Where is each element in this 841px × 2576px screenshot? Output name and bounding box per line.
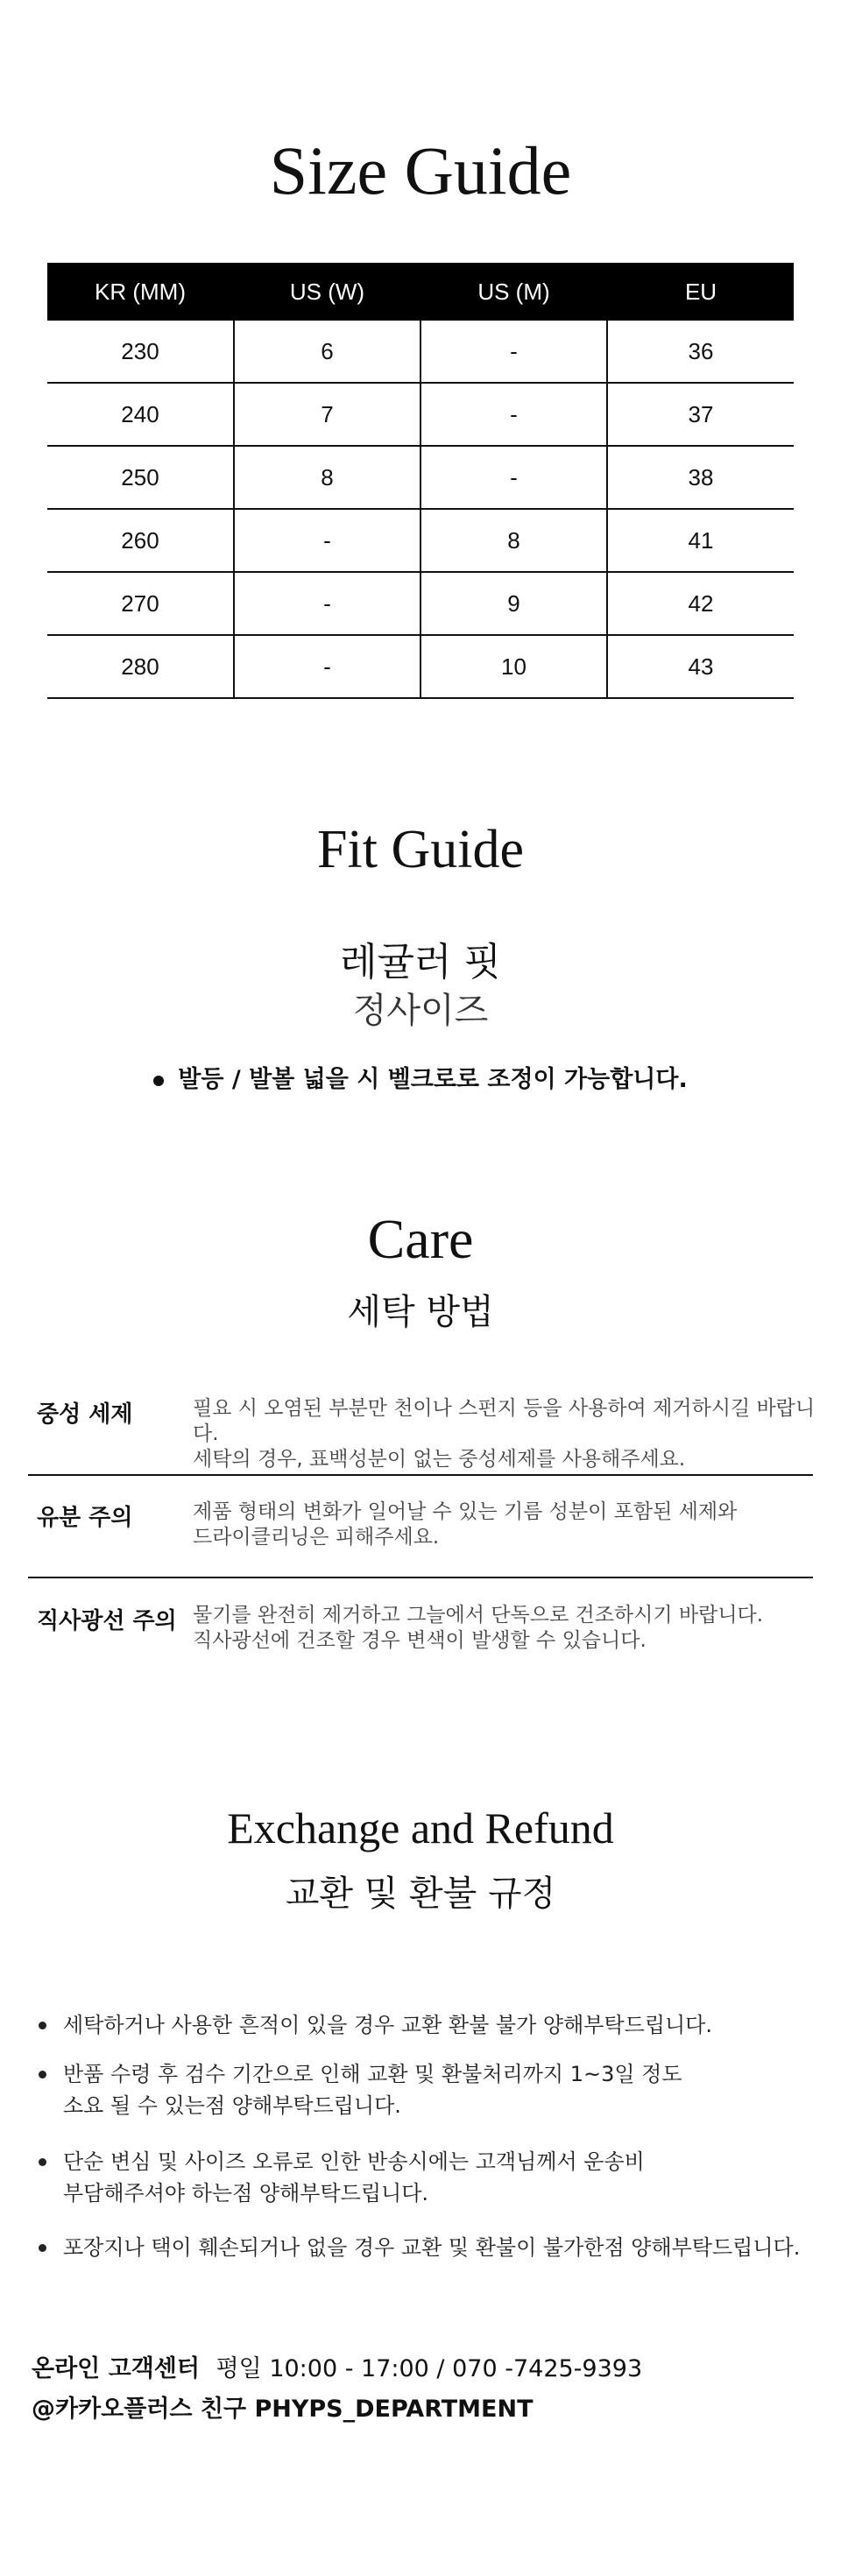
cell-eu: 37	[607, 383, 794, 446]
bullet-icon	[153, 1076, 164, 1086]
bullet-icon	[39, 2071, 46, 2078]
care-text	[193, 1603, 823, 1654]
care-label: 유분 주의	[37, 1505, 133, 1531]
care-text-line: 드라이클리닝은 피해주세요.	[193, 1526, 440, 1549]
header-kr: KR (MM)	[47, 263, 234, 321]
bullet-icon	[39, 2244, 46, 2252]
cell-kr: 240	[47, 383, 234, 446]
list-item-line: 반품 수령 후 검수 기간으로 인해 교환 및 환불처리까지 1~3일 정도	[63, 2062, 682, 2086]
size-table	[47, 263, 794, 699]
list-item-line: 부담해주셔야 하는점 양해부탁드립니다.	[63, 2181, 429, 2205]
cell-us-m: 9	[420, 572, 607, 635]
list-item	[35, 2232, 806, 2267]
header-eu: EU	[607, 263, 794, 321]
cell-us-w: -	[234, 509, 420, 572]
header-us-m: US (M)	[420, 263, 607, 321]
exchange-title: Exchange and Refund	[227, 1803, 614, 1853]
cell-eu: 38	[607, 446, 794, 509]
cell-us-m: -	[420, 446, 607, 509]
cell-kr: 270	[47, 572, 234, 635]
fit-type: 레귤러 핏	[339, 940, 501, 985]
divider	[28, 1577, 813, 1578]
care-text	[193, 1396, 823, 1472]
header-us-w: US (W)	[234, 263, 420, 321]
fit-size: 정사이즈	[352, 991, 489, 1031]
cell-eu: 36	[607, 321, 794, 383]
care-item	[28, 1393, 816, 1471]
cell-us-m: -	[420, 383, 607, 446]
cell-eu: 42	[607, 572, 794, 635]
cell-kr: 280	[47, 635, 234, 698]
list-item	[35, 2146, 806, 2216]
table-row	[47, 383, 794, 446]
care-item	[28, 1599, 813, 1669]
care-label: 직사광선 주의	[37, 1608, 177, 1634]
cell-kr: 230	[47, 321, 234, 383]
list-item	[35, 2009, 806, 2044]
cell-kr: 260	[47, 509, 234, 572]
exchange-subtitle: 교환 및 환불 규정	[285, 1874, 556, 1914]
divider	[28, 1474, 813, 1476]
list-item-line: 단순 변심 및 사이즈 오류로 인한 반송시에는 고객님께서 운송비	[63, 2149, 645, 2174]
care-text-line: 직사광선에 건조할 경우 변색이 발생할 수 있습니다.	[193, 1629, 647, 1652]
care-text-line: 세탁의 경우, 표백성분이 없는 중성세제를 사용해주세요.	[193, 1448, 686, 1471]
list-item-text	[63, 2232, 808, 2263]
list-item-line: 소요 될 수 있는점 양해부탁드립니다.	[63, 2093, 401, 2118]
care-text-line: 필요 시 오염된 부분만 천이나 스펀지 등을 사용하여 제거하시길 바랍니다.	[193, 1397, 816, 1445]
cell-us-w: -	[234, 572, 420, 635]
customer-center-hours: 평일 10:00 - 17:00 / 070 -7425-9393	[216, 2355, 643, 2382]
customer-center	[32, 2349, 642, 2383]
cell-us-w: 6	[234, 321, 420, 383]
bullet-icon	[39, 2022, 46, 2029]
table-row	[47, 446, 794, 509]
fit-note-text: 발등 / 발볼 넓을 시 벨크로로 조정이 가능합니다.	[178, 1066, 688, 1093]
cell-us-m: -	[420, 321, 607, 383]
list-item	[35, 2058, 806, 2128]
cell-us-w: -	[234, 635, 420, 698]
fit-note	[0, 1060, 841, 1094]
care-subtitle: 세탁 방법	[347, 1292, 494, 1332]
cell-us-m: 10	[420, 635, 607, 698]
list-item-text	[63, 2009, 808, 2041]
cell-eu: 43	[607, 635, 794, 698]
fit-guide-title: Fit Guide	[317, 820, 524, 879]
care-text-line: 물기를 완전히 제거하고 그늘에서 단독으로 건조하시기 바랍니다.	[193, 1604, 764, 1627]
care-item	[28, 1496, 813, 1566]
customer-center-label: 온라인 고객센터	[32, 2355, 200, 2382]
table-row	[47, 509, 794, 572]
list-item-text	[63, 2058, 808, 2121]
bullet-icon	[39, 2158, 46, 2166]
cell-kr: 250	[47, 446, 234, 509]
table-row	[47, 572, 794, 635]
list-item-text	[63, 2146, 808, 2209]
care-text	[193, 1500, 823, 1550]
list-item-line: 세탁하거나 사용한 흔적이 있을 경우 교환 환불 불가 양해부탁드립니다.	[63, 2013, 712, 2037]
table-row	[47, 321, 794, 383]
size-table-header-row	[47, 263, 794, 321]
care-title: Care	[367, 1208, 474, 1270]
kakao-channel: @카카오플러스 친구 PHYPS_DEPARTMENT	[32, 2396, 534, 2423]
size-guide-title: Size Guide	[269, 132, 572, 208]
care-text-line: 제품 형태의 변화가 일어날 수 있는 기름 성분이 포함된 세제와	[193, 1500, 738, 1523]
cell-us-w: 8	[234, 446, 420, 509]
table-row	[47, 635, 794, 698]
cell-us-w: 7	[234, 383, 420, 446]
care-label: 중성 세제	[37, 1401, 133, 1428]
cell-us-m: 8	[420, 509, 607, 572]
list-item-line: 포장지나 택이 훼손되거나 없을 경우 교환 및 환불이 불가한점 양해부탁드립니다.	[63, 2235, 801, 2260]
cell-eu: 41	[607, 509, 794, 572]
